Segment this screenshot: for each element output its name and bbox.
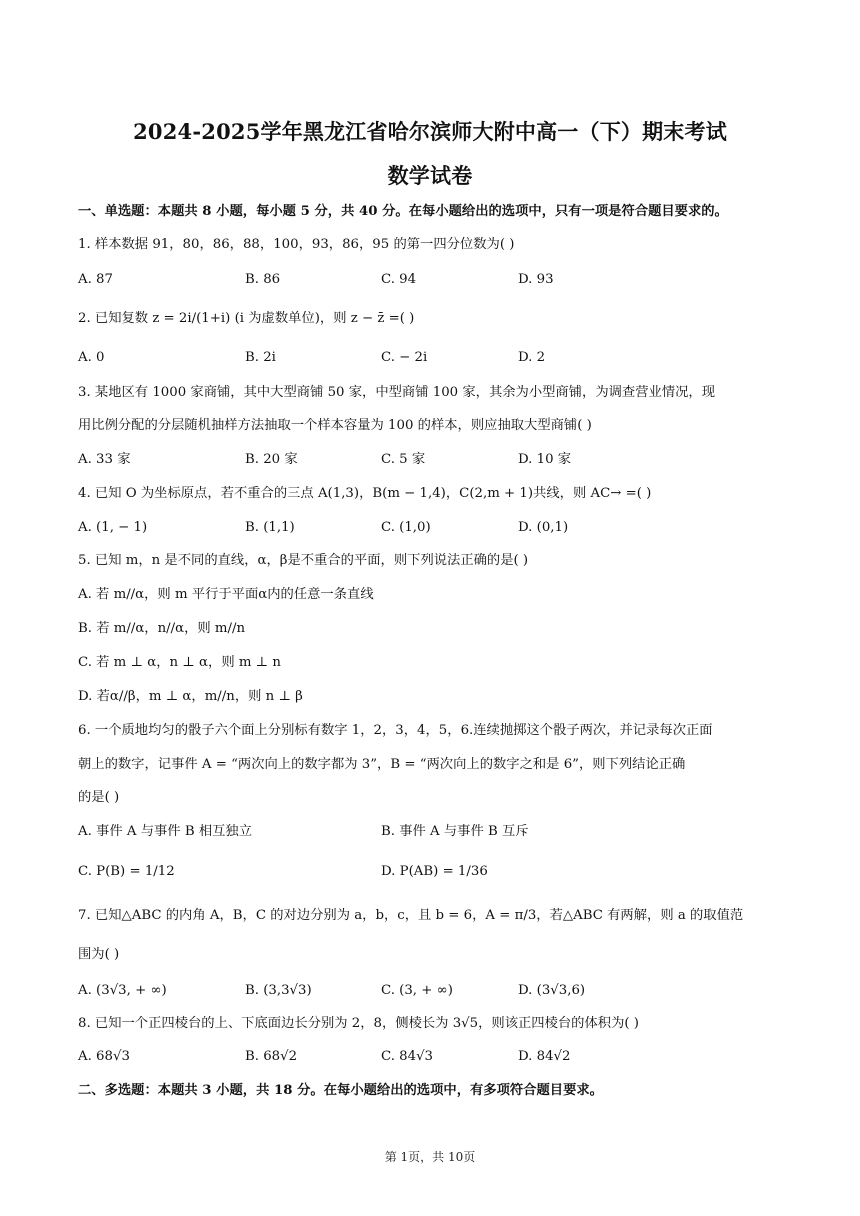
- exam-subtitle: 数学试卷: [387, 163, 473, 188]
- q6-option-b: B. 事件 A 与事件 B 互斥: [381, 824, 529, 839]
- q5-option-d: D. 若α//β，m ⊥ α，m//n，则 n ⊥ β: [78, 689, 303, 704]
- q1-option-c: C. 94: [381, 272, 417, 287]
- q6-option-c: C. P(B) = 1/12: [78, 864, 175, 879]
- q5-option-b: B. 若 m//α，n//α，则 m//n: [78, 621, 246, 636]
- question-6-stem-line-3: 的是( ): [78, 790, 120, 805]
- q6-option-a: A. 事件 A 与事件 B 相互独立: [78, 824, 253, 839]
- q2-option-b: B. 2i: [245, 350, 276, 365]
- page-footer: 第 1页，共 10页: [384, 1150, 476, 1164]
- question-5-stem: 5. 已知 m，n 是不同的直线，α，β是不重合的平面，则下列说法正确的是( ): [78, 553, 529, 568]
- section-2-heading: 二、多选题：本题共 3 小题，共 18 分。在每小题给出的选项中，有多项符合题目要求。: [78, 1083, 603, 1098]
- q4-option-a: A. (1, − 1): [78, 520, 148, 535]
- q5-option-c: C. 若 m ⊥ α，n ⊥ α，则 m ⊥ n: [78, 655, 281, 670]
- q1-option-a: A. 87: [78, 272, 113, 287]
- section-1-heading: 一、单选题：本题共 8 小题，每小题 5 分，共 40 分。在每小题给出的选项中，只有一项是符合题目要求的。: [78, 204, 728, 219]
- q3-option-a: A. 33 家: [78, 452, 131, 467]
- question-7-stem-line-1: 7. 已知△ABC 的内角 A，B，C 的对边分别为 a，b，c，且 b = 6，A = π/3，若△ABC 有两解，则 a 的取值范: [78, 908, 744, 923]
- question-8-stem: 8. 已知一个正四棱台的上、下底面边长分别为 2，8，侧棱长为 3√5，则该正四棱台的体积为( ): [78, 1016, 639, 1031]
- question-3-stem-line-2: 用比例分配的分层随机抽样方法抽取一个样本容量为 100 的样本，则应抽取大型商铺( ): [78, 418, 592, 433]
- q1-option-b: B. 86: [245, 272, 281, 287]
- q7-option-d: D. (3√3,6): [518, 983, 586, 998]
- q7-option-c: C. (3, + ∞): [381, 983, 453, 998]
- q8-option-d: D. 84√2: [518, 1049, 571, 1064]
- question-2-stem: 2. 已知复数 z = 2i/(1+i) (i 为虚数单位)，则 z − z̄ =( ): [78, 311, 415, 326]
- q4-option-d: D. (0,1): [518, 520, 569, 535]
- q4-option-b: B. (1,1): [245, 520, 295, 535]
- q2-option-c: C. − 2i: [381, 350, 428, 365]
- q3-option-b: B. 20 家: [245, 452, 298, 467]
- q8-option-a: A. 68√3: [78, 1049, 130, 1064]
- question-6-stem-line-2: 朝上的数字，记事件 A = “两次向上的数字都为 3”，B = “两次向上的数字之和是 6”，则下列结论正确: [78, 757, 686, 772]
- question-7-stem-line-2: 围为( ): [78, 947, 120, 962]
- q7-option-a: A. (3√3, + ∞): [78, 983, 167, 998]
- exam-title: 2024-2025学年黑龙江省哈尔滨师大附中高一（下）期末考试: [133, 119, 727, 144]
- question-1-stem: 1. 样本数据 91，80，86，88，100，93，86，95 的第一四分位数为( ): [78, 237, 515, 252]
- q5-option-a: A. 若 m//α，则 m 平行于平面α内的任意一条直线: [78, 587, 374, 602]
- q8-option-c: C. 84√3: [381, 1049, 434, 1064]
- q2-option-d: D. 2: [518, 350, 546, 365]
- q3-option-c: C. 5 家: [381, 452, 426, 467]
- question-4-stem: 4. 已知 O 为坐标原点，若不重合的三点 A(1,3)，B(m − 1,4)，C(2,m + 1)共线，则 AC→ =( ): [78, 486, 652, 501]
- q7-option-b: B. (3,3√3): [245, 983, 312, 998]
- question-3-stem-line-1: 3. 某地区有 1000 家商铺，其中大型商铺 50 家，中型商铺 100 家，其余为小型商铺，为调查营业情况，现: [78, 385, 715, 400]
- q2-option-a: A. 0: [78, 350, 105, 365]
- q3-option-d: D. 10 家: [518, 452, 572, 467]
- q4-option-c: C. (1,0): [381, 520, 431, 535]
- question-6-stem-line-1: 6. 一个质地均匀的骰子六个面上分别标有数字 1，2，3，4，5，6.连续抛掷这个骰子两次，并记录每次正面: [78, 723, 713, 738]
- q1-option-d: D. 93: [518, 272, 554, 287]
- q6-option-d: D. P(AB) = 1/36: [381, 864, 488, 879]
- q8-option-b: B. 68√2: [245, 1049, 298, 1064]
